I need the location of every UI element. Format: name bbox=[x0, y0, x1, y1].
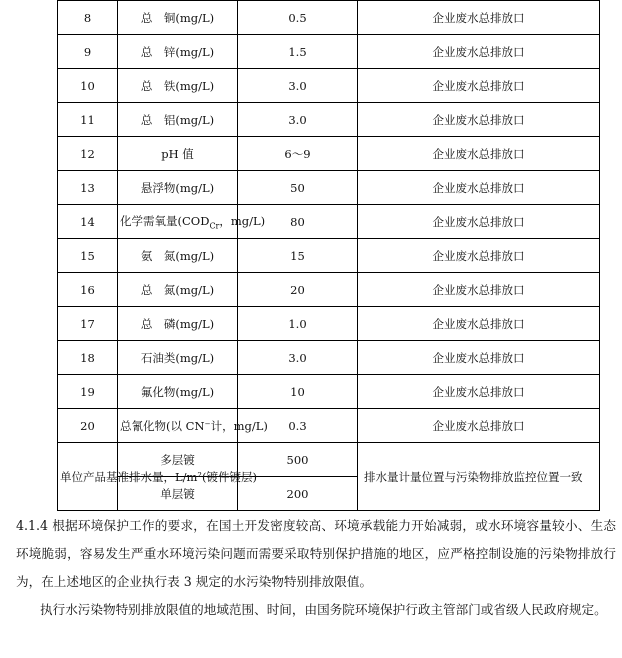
row-number: 15 bbox=[58, 239, 118, 273]
monitoring-location: 企业废水总排放口 bbox=[358, 103, 600, 137]
pollutant-item: 总 氮(mg/L) bbox=[118, 273, 238, 307]
pollutant-item: 氟化物(mg/L) bbox=[118, 375, 238, 409]
benchmark-location: 排水量计量位置与污染物排放监控位置一致 bbox=[358, 443, 600, 511]
monitoring-location: 企业废水总排放口 bbox=[358, 205, 600, 239]
benchmark-row bbox=[58, 443, 600, 477]
monitoring-location: 企业废水总排放口 bbox=[358, 137, 600, 171]
row-number: 11 bbox=[58, 103, 118, 137]
row-number: 8 bbox=[58, 1, 118, 35]
item-text: ，mg/L) bbox=[219, 213, 266, 228]
table-row bbox=[58, 137, 600, 171]
pollutant-item: 总 磷(mg/L) bbox=[118, 307, 238, 341]
monitoring-location: 企业废水总排放口 bbox=[358, 69, 600, 103]
monitoring-location: 企业废水总排放口 bbox=[358, 375, 600, 409]
pollutant-item: 总 铜(mg/L) bbox=[118, 1, 238, 35]
special-limits-scope-paragraph: 执行水污染物特别排放限值的地域范围、时间，由国务院环境保护行政主管部门或省级人民政府规定。 bbox=[40, 602, 607, 617]
row-number: 10 bbox=[58, 69, 118, 103]
table-row bbox=[58, 341, 600, 375]
item-subscript: Cr bbox=[209, 221, 220, 231]
monitoring-location: 企业废水总排放口 bbox=[358, 307, 600, 341]
limit-value: 6～9 bbox=[238, 137, 358, 171]
monitoring-location: 企业废水总排放口 bbox=[358, 341, 600, 375]
row-number: 17 bbox=[58, 307, 118, 341]
table-row bbox=[58, 69, 600, 103]
monitoring-location: 企业废水总排放口 bbox=[358, 171, 600, 205]
limit-value: 15 bbox=[238, 239, 358, 273]
item-text: 化学需氧量(COD bbox=[120, 213, 210, 228]
pollutant-item: 氨 氮(mg/L) bbox=[118, 239, 238, 273]
limit-value: 50 bbox=[238, 171, 358, 205]
row-number: 19 bbox=[58, 375, 118, 409]
plating-type: 多层镀 bbox=[118, 443, 238, 477]
row-number: 14 bbox=[58, 205, 118, 239]
table-row bbox=[58, 205, 600, 239]
limit-value: 80 bbox=[238, 205, 358, 239]
monitoring-location: 企业废水总排放口 bbox=[358, 1, 600, 35]
row-number: 16 bbox=[58, 273, 118, 307]
benchmark-value: 200 bbox=[238, 477, 358, 511]
pollutant-item: pH 值 bbox=[118, 137, 238, 171]
limit-value: 10 bbox=[238, 375, 358, 409]
pollutant-item bbox=[118, 205, 266, 239]
plating-type: 单层镀 bbox=[118, 477, 238, 511]
pollutant-item: 总 锌(mg/L) bbox=[118, 35, 238, 69]
monitoring-location: 企业废水总排放口 bbox=[358, 35, 600, 69]
monitoring-location: 企业废水总排放口 bbox=[358, 409, 600, 443]
table-row bbox=[58, 409, 600, 443]
monitoring-location: 企业废水总排放口 bbox=[358, 239, 600, 273]
limit-value: 0.3 bbox=[238, 409, 358, 443]
pollutant-item: 总 铁(mg/L) bbox=[118, 69, 238, 103]
pollutant-item: 总 铝(mg/L) bbox=[118, 103, 238, 137]
row-number: 18 bbox=[58, 341, 118, 375]
limit-value: 1.5 bbox=[238, 35, 358, 69]
table-row bbox=[58, 103, 600, 137]
limit-value: 0.5 bbox=[238, 1, 358, 35]
table-row bbox=[58, 375, 600, 409]
benchmark-label: 单位产品基准排水量，L/m²(镀件镀层) bbox=[58, 443, 118, 511]
table-row bbox=[58, 171, 600, 205]
limit-value: 3.0 bbox=[238, 103, 358, 137]
benchmark-value: 500 bbox=[238, 443, 358, 477]
table-row bbox=[58, 307, 600, 341]
monitoring-location: 企业废水总排放口 bbox=[358, 273, 600, 307]
pollutant-item: 石油类(mg/L) bbox=[118, 341, 238, 375]
pollutant-item: 总氰化物(以 CN⁻计，mg/L) bbox=[118, 409, 238, 443]
table-row bbox=[58, 35, 600, 69]
row-number: 20 bbox=[58, 409, 118, 443]
pollutant-limits-table bbox=[57, 0, 600, 511]
row-number: 13 bbox=[58, 171, 118, 205]
table-row bbox=[58, 273, 600, 307]
row-number: 12 bbox=[58, 137, 118, 171]
limit-value: 1.0 bbox=[238, 307, 358, 341]
table-row bbox=[58, 239, 600, 273]
row-number: 9 bbox=[58, 35, 118, 69]
limit-value: 3.0 bbox=[238, 341, 358, 375]
pollutant-item: 悬浮物(mg/L) bbox=[118, 171, 238, 205]
clause-4-1-4-paragraph: 4.1.4 根据环境保护工作的要求，在国土开发密度较高、环境承载能力开始减弱，或水环境容量较小、生态环境脆弱，容易发生严重水环境污染问题而需要采取特别保护措施的地区，应严格控制设施的污染物排放行为，在上述地区的企业执行表 3 规定的水污染物特别排放限值。 bbox=[16, 518, 616, 589]
limit-value: 20 bbox=[238, 273, 358, 307]
table-row bbox=[58, 1, 600, 35]
limit-value: 3.0 bbox=[238, 69, 358, 103]
